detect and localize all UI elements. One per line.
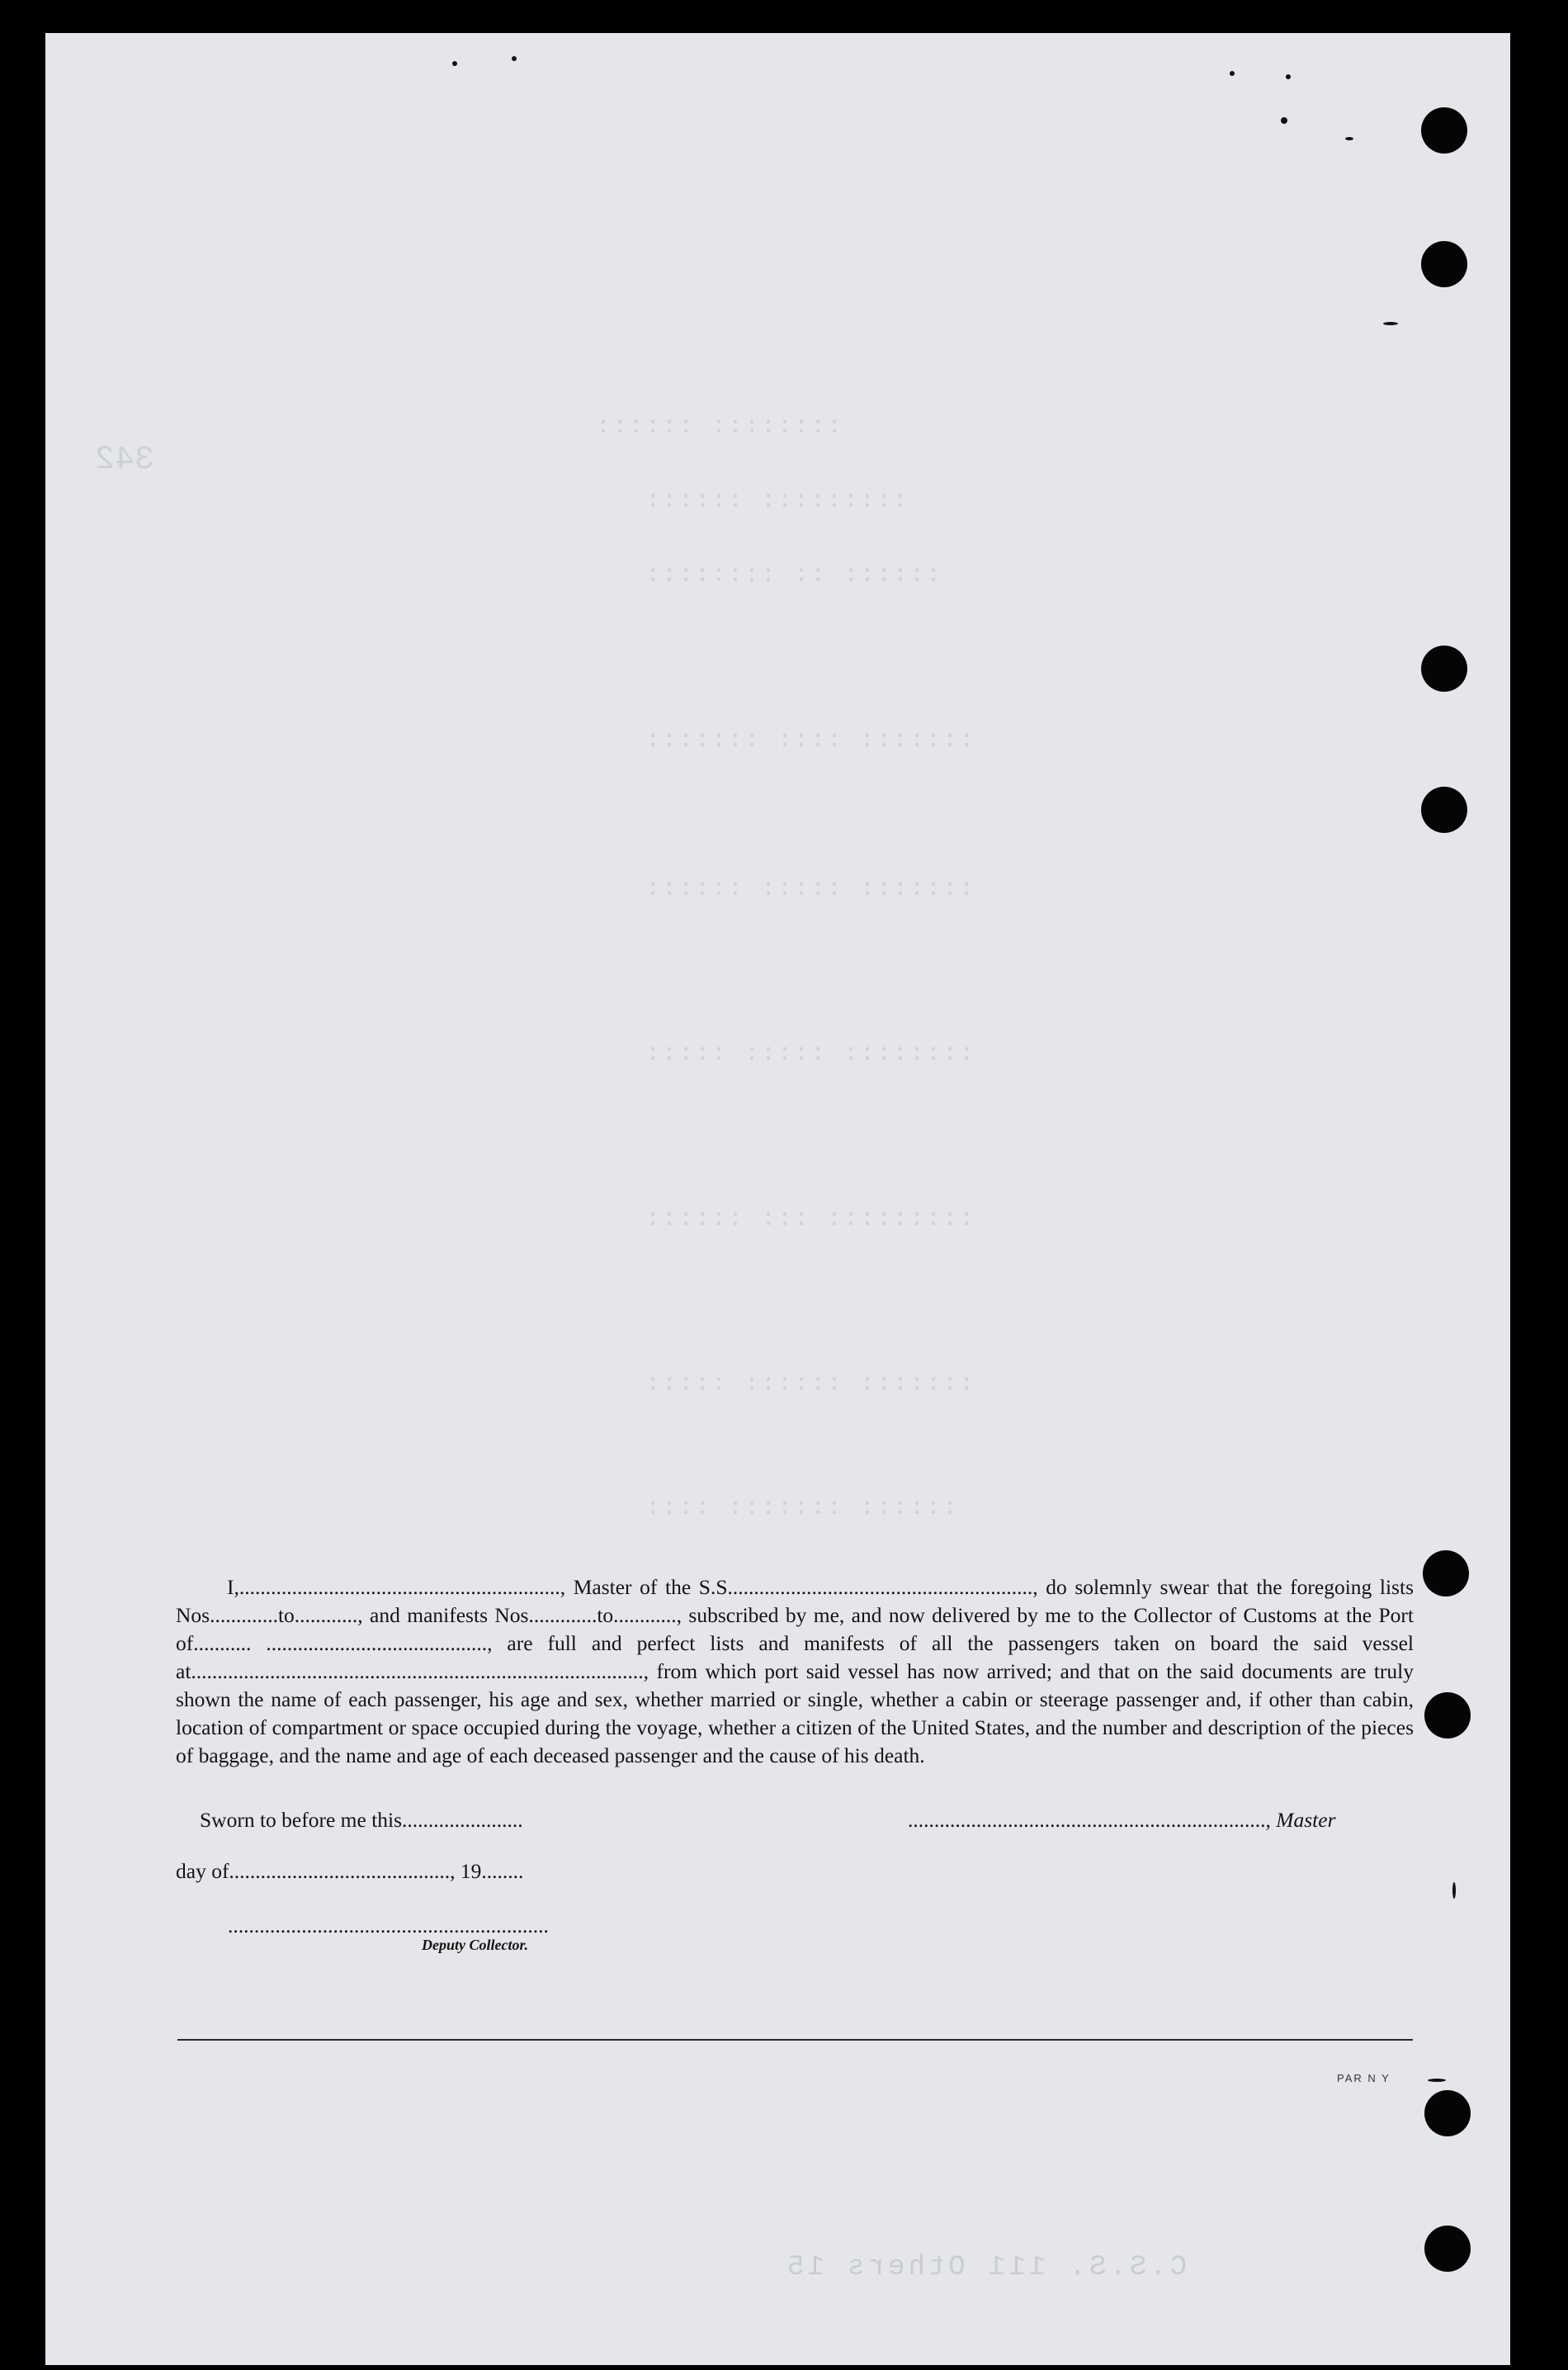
speck xyxy=(1345,137,1353,140)
speck xyxy=(452,61,457,66)
sworn-line: Sworn to before me this....................... xyxy=(200,1808,523,1832)
bleed-through-ghost: :::::::: ::::: ::::: xyxy=(644,1040,975,1068)
speck xyxy=(1281,117,1287,124)
punch-hole xyxy=(1424,1692,1471,1738)
horizontal-rule xyxy=(177,2039,1413,2041)
punch-hole xyxy=(1424,2226,1471,2272)
day-line: day of.........................................., 19........ xyxy=(176,1859,524,1883)
speck xyxy=(512,56,517,61)
bleed-through-ghost: ::::::: ::::: :::::: xyxy=(644,875,975,903)
punch-hole xyxy=(1423,1550,1469,1597)
affidavit-text: I,............................................................., Master of the S.S.........................................................., do solemnly swear that the foregoing lists Nos.............to............, and manifests Nos.............to............, subscribed by me, and now delivered by me to the Collector of Customs at the Port of........... .........................................., are full and perfect lists and manifests of all the passengers taken on board the said vessel at......................................................................................, from which port said vessel has now arrived; and that on the said documents are truly shown the name of each passenger, his age and sex, whether married or single, whether a cabin or steerage passenger and, if other than cabin, location of compartment or space occupied during the voyage, whether a citizen of the United States, and the number and description of the pieces of baggage, and the name and age of each deceased passenger and the cause of his death. xyxy=(176,1575,1414,1767)
printer-mark: PAR N Y xyxy=(1337,2072,1391,2084)
bleed-through-ghost: :::::::: :::::: xyxy=(594,413,843,441)
bleed-through-ghost: :::::: :: :::::::: xyxy=(644,561,942,589)
deputy-collector-label: Deputy Collector. xyxy=(422,1937,528,1953)
master-signature-line xyxy=(908,1808,1336,1833)
speck xyxy=(1383,322,1398,325)
bleed-through-footer: C.S.S. 111 Others 15 xyxy=(784,2252,1188,2283)
bleed-through-ghost: :::::: ::::::: :::: xyxy=(644,1494,958,1522)
master-signature-dots: .................................................................... xyxy=(908,1808,1266,1832)
punch-hole xyxy=(1421,107,1467,154)
bleed-through-ghost: ::::::::: ::: :::::: xyxy=(644,1205,975,1233)
speck xyxy=(1452,1882,1456,1899)
speck xyxy=(1286,74,1291,79)
deputy-signature-line: ............................................................. xyxy=(228,1914,549,1937)
punch-hole xyxy=(1421,646,1467,692)
master-label: , Master xyxy=(1265,1808,1336,1832)
speck xyxy=(1428,2079,1446,2082)
punch-hole xyxy=(1421,787,1467,833)
bleed-through-ghost: ::::::: :::: ::::::: xyxy=(644,726,975,755)
document-page xyxy=(45,33,1510,2365)
punch-hole xyxy=(1421,241,1467,287)
bleed-through-ghost: ::::::: :::::: ::::: xyxy=(644,1370,975,1398)
master-affidavit xyxy=(176,1573,1414,1770)
bleed-through-page-number: 342 xyxy=(95,442,155,479)
punch-hole xyxy=(1424,2090,1471,2136)
bleed-through-ghost: ::::::::: :::::: xyxy=(644,487,909,515)
speck xyxy=(1230,71,1235,76)
